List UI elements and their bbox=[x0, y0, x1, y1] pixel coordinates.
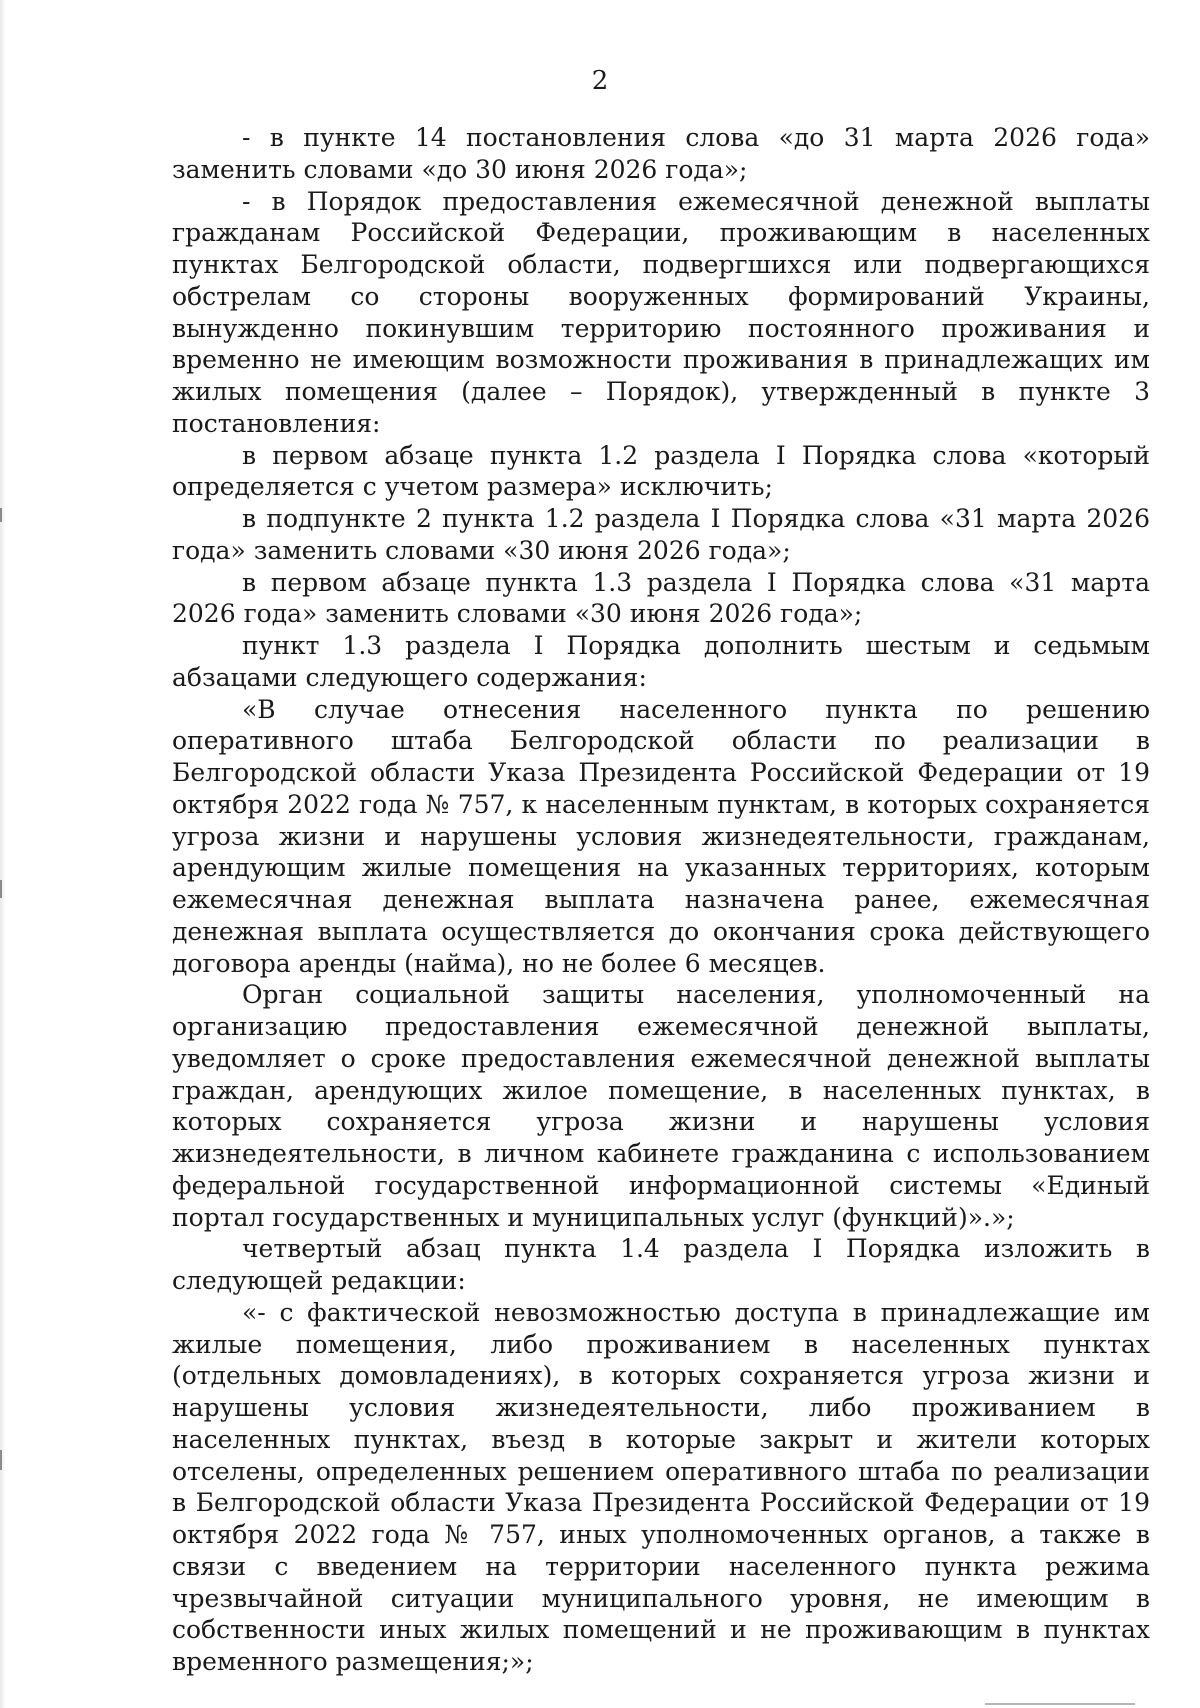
paragraph-1: - в пункте 14 постановления слова «до 31 марта 2026 года» заменить словами «до 30 июня 2026 года»; bbox=[172, 123, 1150, 184]
paragraph-7: «В случае отнесения населенного пункта по решению оперативного штаба Белгородской области по реализации в Белгородской области Указа Президента Российской Федерации от 19 октября 2022 года № 757, к населенным пунктам, в которых сохраняется угроза жизни и нарушены условия жизнедеятельности, гражданам, арендующим жилые помещения на указанных территориях, которым ежемесячная денежная выплата назначена ранее, ежемесячная денежная выплата осуществляется до окончания срока действующего договора аренды (найма), но не более 6 месяцев. bbox=[172, 694, 1150, 978]
scan-mark-left-2 bbox=[0, 880, 2, 898]
page-number: 2 bbox=[591, 66, 609, 96]
scan-mark-left-1 bbox=[0, 508, 2, 522]
paragraph-6: пункт 1.3 раздела I Порядка дополнить шестым и седьмым абзацами следующего содержания: bbox=[172, 631, 1150, 692]
paragraph-5: в первом абзаце пункта 1.3 раздела I Порядка слова «31 марта 2026 года» заменить словами «30 июня 2026 года»; bbox=[172, 567, 1150, 629]
document-body bbox=[172, 122, 1150, 1678]
paragraph-10: «- с фактической невозможностью доступа в принадлежащие им жилые помещения, либо проживанием в населенных пунктах (отдельных домовладениях), в которых сохраняется угроза жизни и нарушены условия жизнедеятельности, либо проживанием в населенных пунктах, въезд в которые закрыт и жители которых отселены, определенных решением оперативного штаба по реализации в Белгородской области Указа Президента Российской Федерации от 19 октября 2022 года № 757, иных уполномоченных органов, а также в связи с введением на территории населенного пункта режима чрезвычайной ситуации муниципального уровня, не имеющим в собственности иных жилых помещений и не проживающим в пунктах временного размещения;»; bbox=[172, 1297, 1150, 1676]
paragraph-2: - в Порядок предоставления ежемесячной денежной выплаты гражданам Российской Федерации, проживающим в населенных пунктах Белгородской области, подвергшихся или подвергающихся обстрелам со стороны вооруженных формирований Украины, вынужденно покинувшим территорию постоянного проживания и временно не имеющим возможности проживания в принадлежащих им жилых помещения (далее – Порядок), утвержденный в пункте 3 постановления: bbox=[172, 186, 1150, 438]
paragraph-4: в подпункте 2 пункта 1.2 раздела I Порядка слова «31 марта 2026 года» заменить словами «30 июня 2026 года»; bbox=[172, 504, 1150, 565]
scan-mark-left-3 bbox=[0, 1450, 2, 1470]
paragraph-3: в первом абзаце пункта 1.2 раздела I Порядка слова «который определяется с учетом размера» исключить; bbox=[172, 440, 1150, 502]
scan-mark-bottom bbox=[985, 1703, 1135, 1705]
paragraph-8: Орган социальной защиты населения, уполномоченный на организацию предоставления ежемесячной денежной выплаты, уведомляет о сроке предоставления ежемесячной денежной выплаты граждан, арендующих жилое помещение, в населенных пунктах, в которых сохраняется угроза жизни и нарушены условия жизнедеятельности, в личном кабинете гражданина с использованием федеральной государственной информационной системы «Единый портал государственных и муниципальных услуг (функций)».»; bbox=[172, 980, 1150, 1232]
paragraph-9: четвертый абзац пункта 1.4 раздела I Порядка изложить в следующей редакции: bbox=[172, 1234, 1150, 1295]
